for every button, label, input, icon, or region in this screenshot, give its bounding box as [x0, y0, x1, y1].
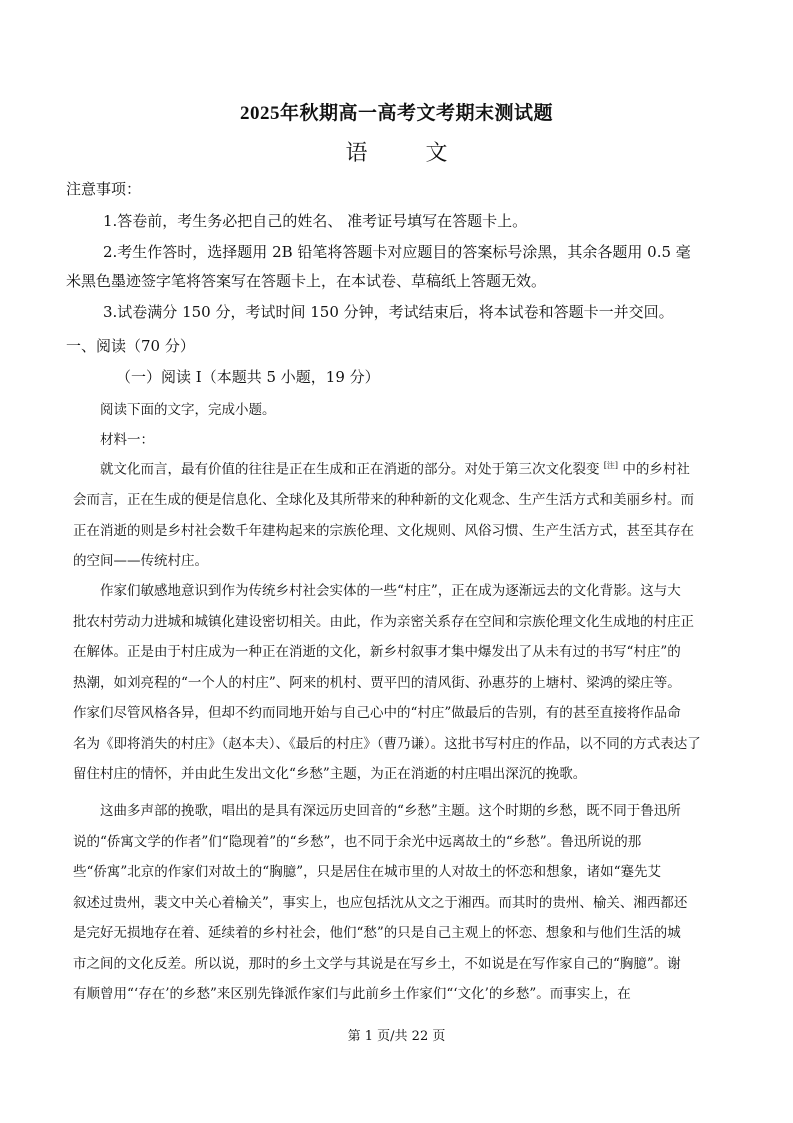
subsection-heading: （一）阅读 I（本题共 5 小题，19 分）: [116, 368, 380, 386]
paragraph-line: 市之间的文化反差。所以说，那时的乡土文学与其说是在写乡土，不如说是在写作家自己的“胸臆”。谢: [73, 955, 681, 972]
paragraph-line: 叙述过贵州，裴文中关心着榆关”，事实上，也应包括沈从文之于湘西。而其时的贵州、榆关、湘西都还: [73, 894, 688, 911]
paragraph-line: 的空间——传统村庄。: [73, 553, 208, 569]
notice-item-2-line-2: 米黑色墨迹签字笔将答案写在答题卡上，在本试卷、草稿纸上答题无效。: [66, 272, 547, 290]
paragraph-line: 就文化而言，最有价值的往往是正在生成和正在消逝的部分。对处于第三次文化裂变 [注] 中的乡村社: [100, 461, 690, 478]
paragraph-line: 这曲多声部的挽歌，唱出的是具有深远历史回音的“乡愁”主题。这个时期的乡愁，既不同于鲁迅所: [100, 803, 681, 819]
paragraph-line: 会而言，正在生成的便是信息化、全球化及其所带来的种种新的文化观念、生产生活方式和美丽乡村。而: [73, 492, 694, 508]
paragraph-2: [73, 576, 723, 790]
paragraph-line: 作家们敏感地意识到作为传统乡村社会实体的一些“村庄”，正在成为逐渐远去的文化背影。这与大: [100, 583, 681, 599]
paragraph-line: 批农村劳动力进城和城镇化建设密切相关。由此，作为亲密关系存在空间和宗族伦理文化生成地的村庄正: [73, 613, 694, 630]
page-number: 第 1 页/共 22 页: [347, 1029, 446, 1044]
exam-title: 2025年秋期高一高考文考期末测试题: [239, 103, 553, 124]
paragraph-line: 有顺曾用“‘存在’的乡愁”来区别先锋派作家们与此前乡土作家们“‘文化’的乡愁”。而事实上，在: [73, 986, 631, 1002]
subject-title: 语 文: [345, 141, 466, 166]
paragraph-line: 留住村庄的情怀，并由此生发出文化“乡愁”主题，为正在消逝的村庄唱出深沉的挽歌。: [73, 766, 587, 782]
paragraph-line: 些“侨寓”北京的作家们对故土的“胸臆”，只是居住在城市里的人对故土的怀恋和想象，诸如“蹇先艾: [73, 864, 662, 880]
paragraph-line: 在解体。正是由于村庄成为一种正在消逝的文化，新乡村叙事才集中爆发出了从未有过的书写“村庄”的: [73, 644, 681, 660]
footnote-mark: [注]: [603, 461, 619, 470]
reading-instruction: 阅读下面的文字，完成小题。: [100, 402, 276, 418]
section-heading: 一、阅读（70 分）: [66, 337, 195, 355]
paragraph-line: 热潮，如刘亮程的“一个人的村庄”、阿来的机村、贾平凹的清风街、孙惠芬的上塘村、梁鸿的梁庄等。: [73, 674, 681, 691]
notice-item-1: 1.答卷前，考生务必把自己的姓名、 准考证号填写在答题卡上。: [103, 212, 528, 230]
notice-item-3: 3.试卷满分 150 分，考试时间 150 分钟，考试结束后，将本试卷和答题卡一并交回。: [103, 303, 674, 321]
paragraph-line: 作家们尽管风格各异，但却不约而同地开始与自己心中的“村庄”做最后的告别，有的甚至直接将作品命: [73, 705, 681, 721]
notice-item-2-line-1: 2.考生作答时，选择题用 2B 铅笔将答题卡对应题目的答案标号涂黑，其余各题用 0.5 毫: [103, 243, 691, 261]
paragraph-line: 是完好无损地存在着、延续着的乡村社会，他们“愁”的只是自己主观上的怀恋、想象和与他们生活的城: [73, 925, 681, 941]
material-label: 材料一：: [100, 432, 154, 448]
paragraph-line: 说的“侨寓文学的作者”们“隐现着”的“乡愁”，也不同于余光中远离故土的“乡愁”。鲁迅所说的那: [73, 833, 642, 850]
paragraph-line: 名为《即将消失的村庄》（赵本夫）、《最后的村庄》（曹乃谦）。这批书写村庄的作品，以不同的方式表达了: [73, 735, 701, 752]
paragraph-line: 正在消逝的则是乡村社会数千年建构起来的宗族伦理、文化规则、风俗习惯、生产生活方式，甚至其存在: [73, 522, 694, 539]
paragraph-1: [73, 451, 723, 577]
notice-title: 注意事项：: [66, 180, 142, 198]
paragraph-3: [73, 796, 723, 1010]
